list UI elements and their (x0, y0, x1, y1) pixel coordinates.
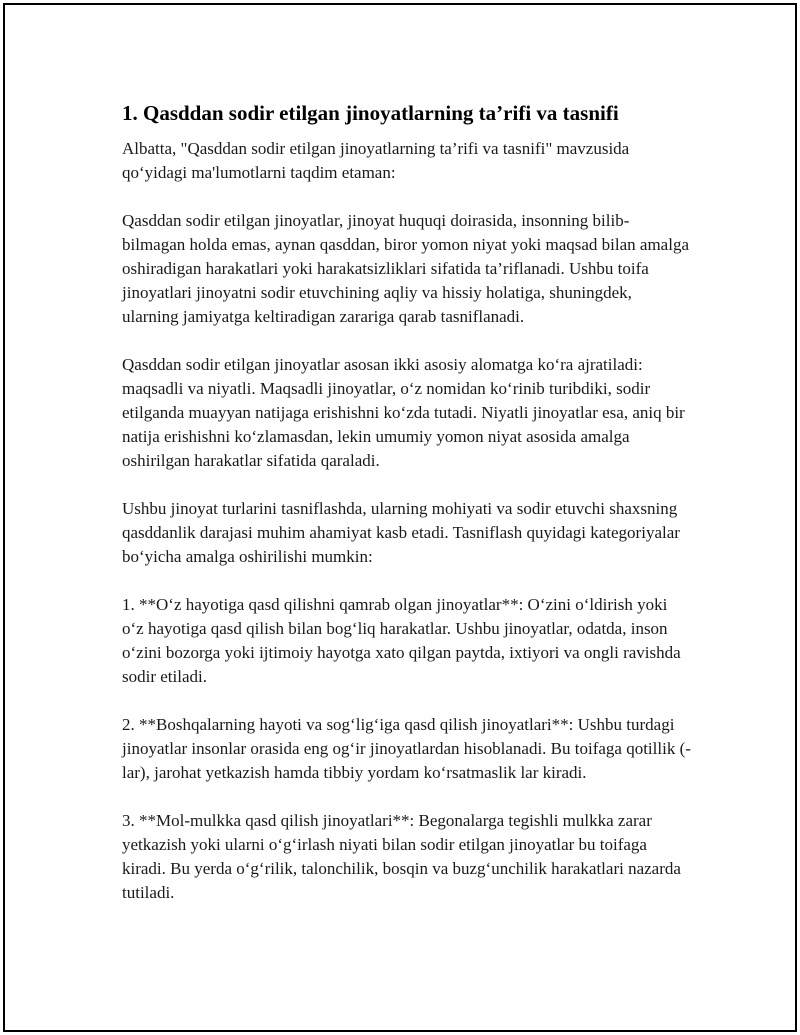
document-body (122, 98, 692, 929)
document-page (3, 3, 797, 1032)
category-3-paragraph: 3. **Mol-mulkka qasd qilish jinoyatlari**: Begonalarga tegishli mulkka zarar yetkazish yoki ularni o‘g‘irlash niyati bilan sodir etilgan jinoyatlar bu toifaga kiradi. Bu yerda o‘g‘rilik, talonchilik, bosqin va buzg‘unchilik harakatlari nazarda tutiladi. (122, 811, 681, 902)
definition-paragraph: Qasddan sodir etilgan jinoyatlar, jinoyat huquqi doirasida, insonning bilib-bilmagan holda emas, aynan qasddan, biror yomon niyat yoki maqsad bilan amalga oshiradigan harakatlari yoki harakatsizliklari sifatida ta’riflanadi. Ushbu toifa jinoyatlari jinoyatni sodir etuvchining aqliy va hissiy holatiga, shuningdek, ularning jamiyatga keltiradigan zarariga qarab tasniflanadi. (122, 211, 689, 326)
signs-paragraph: Qasddan sodir etilgan jinoyatlar asosan ikki asosiy alomatga ko‘ra ajratiladi: maqsadli va niyatli. Maqsadli jinoyatlar, o‘z nomidan ko‘rinib turibdiki, sodir etilganda muayyan natijaga erishishni ko‘zda tutadi. Niyatli jinoyatlar esa, aniq bir natija erishishni ko‘zlamasdan, lekin umumiy yomon niyat asosida amalga oshirilgan harakatlar sifatida qaraladi. (122, 355, 685, 470)
category-2-paragraph: 2. **Boshqalarning hayoti va sog‘lig‘iga qasd qilish jinoyatlari**: Ushbu turdagi jinoyatlar insonlar orasida eng og‘ir jinoyatlardan hisoblanadi. Bu toifaga qotillik (-lar), jarohat yetkazish hamda tibbiy yordam ko‘rsatmaslik lar kiradi. (122, 715, 691, 782)
category-1-paragraph: 1. **O‘z hayotiga qasd qilishni qamrab olgan jinoyatlar**: O‘zini o‘ldirish yoki o‘z hayotiga qasd qilish bilan bog‘liq harakatlar. Ushbu jinoyatlar, odatda, inson o‘zini bozorga yoki ijtimoiy hayotga xato qilgan paytda, ixtiyori va ongli ravishda sodir etiladi. (122, 595, 681, 686)
document-title: 1. Qasddan sodir etilgan jinoyatlarning ta’rifi va tasnifi (122, 101, 619, 125)
classification-paragraph: Ushbu jinoyat turlarini tasniflashda, ularning mohiyati va sodir etuvchi shaxsning qasddanlik darajasi muhim ahamiyat kasb etadi. Tasniflash quyidagi kategoriyalar bo‘yicha amalga oshirilishi mumkin: (122, 499, 680, 566)
intro-paragraph: Albatta, "Qasddan sodir etilgan jinoyatlarning ta’rifi va tasnifi" mavzusida qo‘yidagi ma'lumotlarni taqdim etaman: (122, 139, 630, 182)
